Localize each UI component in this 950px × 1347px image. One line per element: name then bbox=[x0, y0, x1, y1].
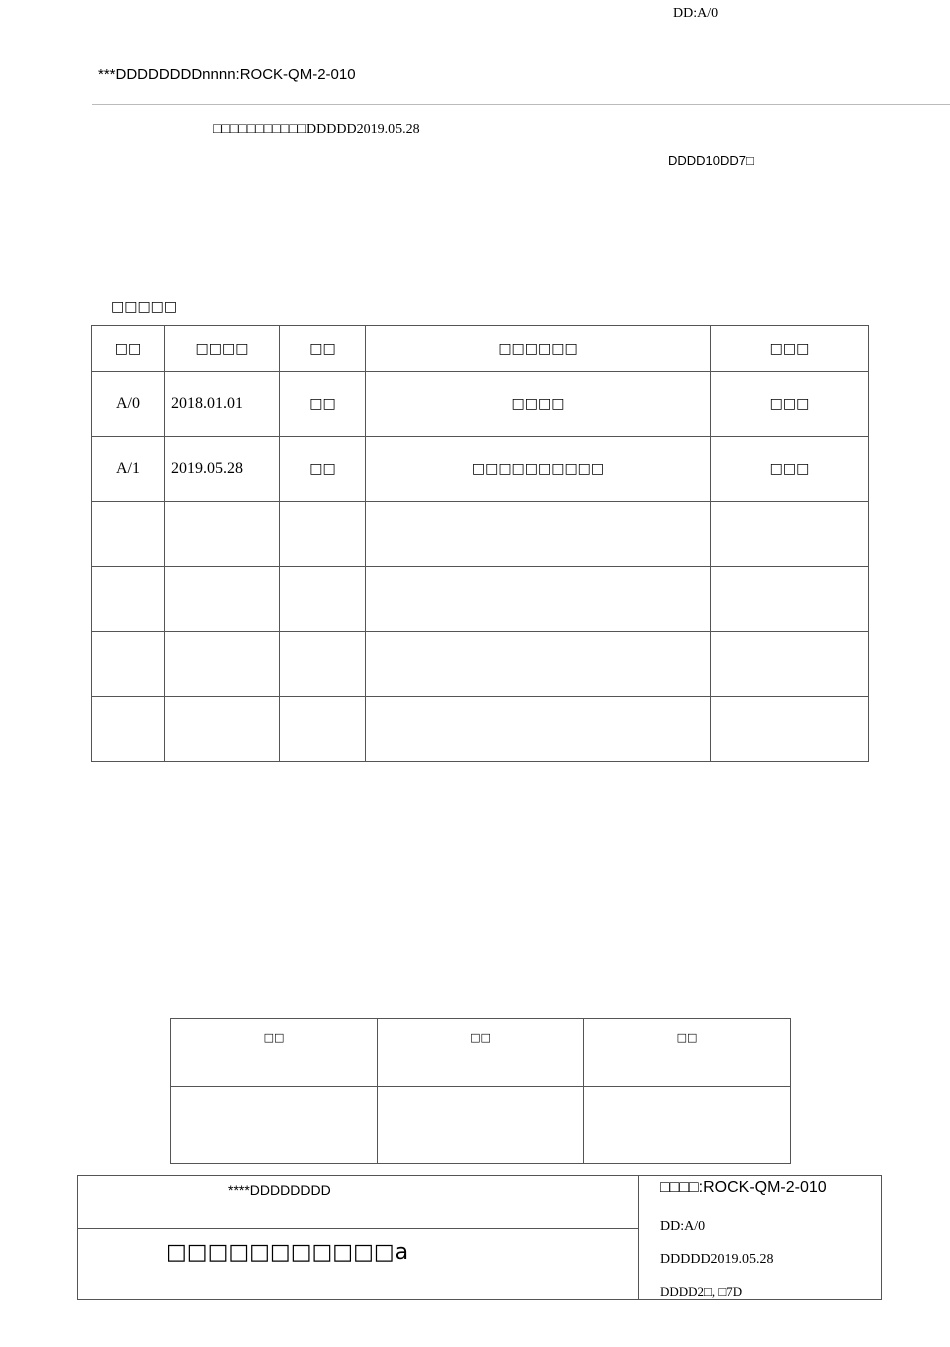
col-version-header: □□ bbox=[92, 326, 165, 372]
signoff-header-3: □□ bbox=[584, 1019, 791, 1087]
cell-type bbox=[280, 697, 366, 762]
header-divider bbox=[92, 104, 950, 105]
cell-date bbox=[165, 697, 280, 762]
footer-left-panel bbox=[78, 1176, 639, 1299]
signoff-header-1: □□ bbox=[171, 1019, 378, 1087]
table-row bbox=[92, 697, 869, 762]
table-row bbox=[92, 437, 869, 502]
signature-cell bbox=[378, 1087, 584, 1164]
cell-version bbox=[92, 632, 165, 697]
col-date-header: □□□□ bbox=[165, 326, 280, 372]
cell-version bbox=[92, 502, 165, 567]
cell-reviser bbox=[711, 697, 869, 762]
footer-company: ****DDDDDDDD bbox=[228, 1182, 331, 1198]
cell-type: □□ bbox=[280, 437, 366, 502]
header-version: DD:A/0 bbox=[673, 6, 719, 21]
cell-date bbox=[165, 567, 280, 632]
cell-reviser: □□□ bbox=[711, 437, 869, 502]
col-content-header: □□□□□□ bbox=[366, 326, 711, 372]
cell-content bbox=[366, 567, 711, 632]
cell-date bbox=[165, 502, 280, 567]
table-row bbox=[92, 567, 869, 632]
footer-effective-date: DDDDD2019.05.28 bbox=[660, 1252, 774, 1267]
table-row bbox=[92, 632, 869, 697]
cell-content bbox=[366, 697, 711, 762]
cell-content bbox=[366, 502, 711, 567]
cell-version bbox=[92, 697, 165, 762]
footer-document-title: □□□□□□□□□□□a bbox=[166, 1240, 409, 1265]
cell-reviser bbox=[711, 567, 869, 632]
col-reviser-header: □□□ bbox=[711, 326, 869, 372]
signature-cell bbox=[171, 1087, 378, 1164]
cell-type bbox=[280, 632, 366, 697]
effective-date-line: □□□□□□□□□□□DDDDD2019.05.28 bbox=[213, 122, 420, 137]
cell-date: 2019.05.28 bbox=[165, 437, 280, 502]
cell-type: □□ bbox=[280, 372, 366, 437]
footer-document-code: □□□□:ROCK-QM-2-010 bbox=[660, 1179, 827, 1196]
cell-reviser bbox=[711, 502, 869, 567]
footer-divider bbox=[78, 1228, 638, 1229]
cell-date bbox=[165, 632, 280, 697]
cell-content bbox=[366, 632, 711, 697]
signoff-signature-row bbox=[171, 1087, 791, 1164]
signature-cell bbox=[584, 1087, 791, 1164]
signoff-table bbox=[170, 1018, 791, 1164]
signoff-header-row bbox=[171, 1019, 791, 1087]
cell-content: □□□□ bbox=[366, 372, 711, 437]
revision-table-header bbox=[92, 326, 869, 372]
table-row bbox=[92, 372, 869, 437]
revision-record-caption: □□□□□ bbox=[111, 299, 178, 315]
signoff-header-2: □□ bbox=[378, 1019, 584, 1087]
revision-record-table bbox=[91, 325, 869, 762]
col-type-header: □□ bbox=[280, 326, 366, 372]
cell-version: A/1 bbox=[92, 437, 165, 502]
footer-version: DD:A/0 bbox=[660, 1219, 706, 1234]
footer-page-number: DDDD2□, □7D bbox=[660, 1284, 743, 1299]
cell-version bbox=[92, 567, 165, 632]
cell-version: A/0 bbox=[92, 372, 165, 437]
cell-content: □□□□□□□□□□ bbox=[366, 437, 711, 502]
header-company-code: ***DDDDDDDDnnnn:ROCK-QM-2-010 bbox=[98, 66, 356, 83]
cell-reviser bbox=[711, 632, 869, 697]
table-row bbox=[92, 502, 869, 567]
cell-date: 2018.01.01 bbox=[165, 372, 280, 437]
cell-type bbox=[280, 502, 366, 567]
header-page-number: DDDD10DD7□ bbox=[668, 153, 754, 168]
cell-reviser: □□□ bbox=[711, 372, 869, 437]
cell-type bbox=[280, 567, 366, 632]
document-footer bbox=[77, 1175, 882, 1300]
